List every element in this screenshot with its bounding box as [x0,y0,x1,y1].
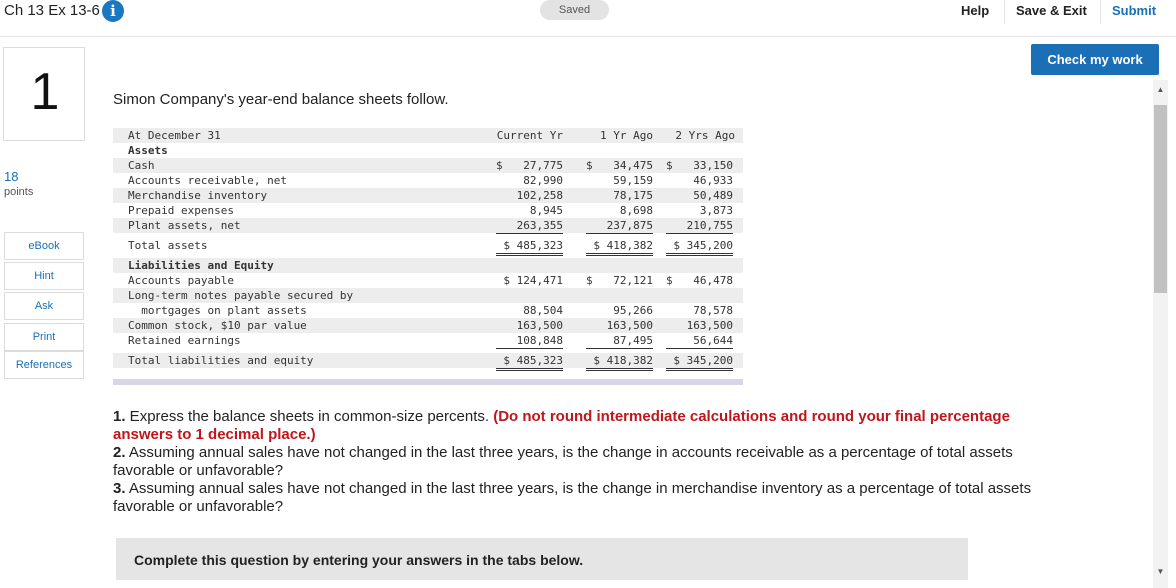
instructions [113,408,1043,516]
double-underline [586,253,653,254]
print-button[interactable]: Print [4,323,84,351]
table-row [113,353,743,368]
row-label: Long-term notes payable secured by [128,289,354,302]
instruction-number: 3. [113,480,126,497]
instruction-text: Assuming annual sales have not changed in the last three years, is the change in accounts receivable as a percentage of total assets favorable or unfavorable? [113,444,1013,479]
cell-value: 72,121 [613,274,653,287]
help-link[interactable]: Help [961,3,990,18]
instruction-text: Express the balance sheets in common-size percents. [125,408,494,425]
divider [1100,0,1101,24]
table-row [113,158,743,173]
cell-value: 59,159 [613,174,653,187]
cell-value: 82,990 [523,174,563,187]
cell-value: 78,175 [613,189,653,202]
cell-value: 237,875 [606,219,653,232]
saved-status-badge: Saved [540,0,609,20]
instruction-2 [113,444,1043,480]
row-label: Cash [128,159,155,172]
table-row [113,218,743,233]
row-label: Plant assets, net [128,219,241,232]
cell-value: $ 345,200 [673,354,733,367]
scroll-up-arrow-icon[interactable]: ▲ [1156,85,1165,94]
dollar-sign: $ [666,159,673,172]
dollar-sign: $ [666,274,673,287]
question-number: 1 [30,63,60,121]
row-label: mortgages on plant assets [128,304,307,317]
double-underline [586,370,653,371]
table-bottom-bar [113,379,743,385]
cell-value: 108,848 [516,334,563,347]
check-my-work-button[interactable]: Check my work [1031,44,1159,75]
cell-value: 102,258 [516,189,563,202]
instruction-note: (Do not round intermediate calculations and round your final percentage answers to 1 decimal place.) [113,408,1010,443]
double-underline [586,368,653,369]
complete-question-text: Complete this question by entering your answers in the tabs below. [134,552,584,568]
double-underline [496,253,563,254]
double-underline [666,253,733,254]
cell-value: 87,495 [613,334,653,347]
double-underline [496,368,563,369]
row-label: Retained earnings [128,334,241,347]
cell-value: 78,578 [693,304,733,317]
cell-value: $ 345,200 [673,239,733,252]
row-label: Total assets [128,239,208,252]
balance-sheet-table [113,127,743,385]
submit-link[interactable]: Submit [1112,3,1157,18]
cell-value: 3,873 [699,204,733,217]
assets-heading: Assets [128,144,168,157]
scroll-down-arrow-icon[interactable]: ▼ [1156,567,1165,576]
row-label: Accounts payable [128,274,234,287]
table-row [113,273,743,288]
row-label: Accounts receivable, net [128,174,287,187]
table-row [113,203,743,218]
table-row [113,303,743,318]
instruction-3 [113,480,1043,516]
cell-value: $ 485,323 [503,239,563,252]
cell-value: 8,698 [619,204,653,217]
cell-value: 27,775 [523,159,563,172]
cell-value: 263,355 [516,219,563,232]
cell-value: $ 418,382 [593,239,653,252]
header-current-yr: Current Yr [496,129,563,142]
cell-value: $ 485,323 [503,354,563,367]
scrollbar-thumb[interactable] [1154,105,1167,293]
liabilities-heading: Liabilities and Equity [128,259,274,272]
ask-button[interactable]: Ask [4,292,84,320]
instruction-text: Assuming annual sales have not changed in the last three years, is the change in merchandise inventory as a percentage of total assets favorable or unfavorable? [113,480,1032,515]
table-row [113,288,743,303]
cell-value: 163,500 [516,319,563,332]
cell-value: 8,945 [529,204,563,217]
hint-button[interactable]: Hint [4,262,84,290]
cell-value: $ 124,471 [503,274,563,287]
double-underline [496,255,563,256]
row-label: Common stock, $10 par value [128,319,307,332]
complete-question-banner [116,538,968,580]
double-underline [586,255,653,256]
double-underline [666,255,733,256]
instruction-1 [113,408,1043,444]
cell-value: 163,500 [606,319,653,332]
save-exit-link[interactable]: Save & Exit [1016,3,1087,18]
table-row [113,173,743,188]
cell-value: 46,933 [693,174,733,187]
assignment-title: Ch 13 Ex 13-6 [4,2,100,19]
underline [666,348,733,349]
table-row [113,333,743,348]
dollar-sign: $ [496,159,503,172]
row-label: Merchandise inventory [128,189,268,202]
table-row [113,258,743,273]
instruction-number: 2. [113,444,126,461]
cell-value: 95,266 [613,304,653,317]
ebook-button[interactable]: eBook [4,232,84,260]
row-label: Total liabilities and equity [128,354,314,367]
row-label: Prepaid expenses [128,204,234,217]
cell-value: 56,644 [693,334,733,347]
dollar-sign: $ [586,159,593,172]
table-header-row [113,128,743,143]
divider [1004,0,1005,24]
dollar-sign: $ [586,274,593,287]
cell-value: 50,489 [693,189,733,202]
double-underline [496,370,563,371]
cell-value: $ 418,382 [593,354,653,367]
underline [496,348,563,349]
table-row [113,238,743,253]
header-label: At December 31 [128,129,221,142]
points-label: points [4,186,34,198]
double-underline [666,368,733,369]
cell-value: 88,504 [523,304,563,317]
cell-value: 46,478 [693,274,733,287]
header-2-yrs-ago: 2 Yrs Ago [675,129,735,142]
underline [666,233,733,234]
cell-value: 210,755 [686,219,733,232]
instruction-number: 1. [113,408,126,425]
header-1-yr-ago: 1 Yr Ago [600,129,653,142]
table-row [113,318,743,333]
cell-value: 34,475 [613,159,653,172]
cell-value: 163,500 [686,319,733,332]
underline [586,233,653,234]
references-button[interactable]: References [4,351,84,379]
cell-value: 33,150 [693,159,733,172]
info-icon[interactable]: i [102,0,124,22]
underline [586,348,653,349]
intro-text: Simon Company's year-end balance sheets follow. [113,91,449,108]
table-row [113,143,743,158]
top-bar [0,0,1176,37]
underline [496,233,563,234]
double-underline [666,370,733,371]
table-row [113,188,743,203]
question-number-box [3,47,85,141]
points-value: 18 [4,169,19,184]
